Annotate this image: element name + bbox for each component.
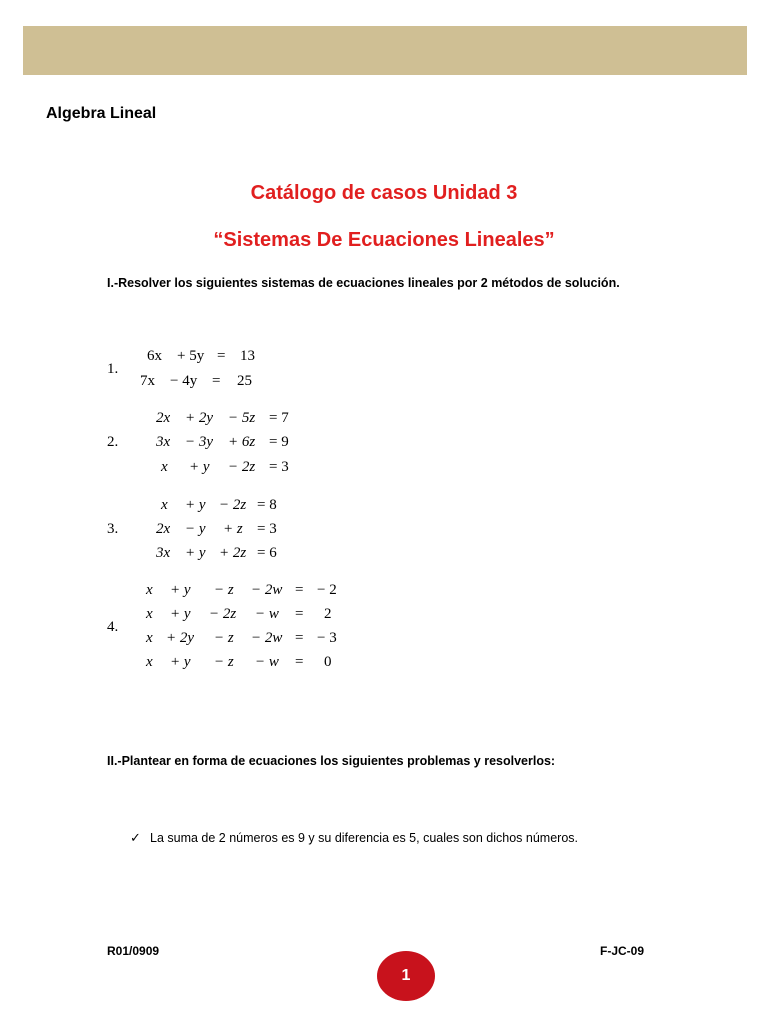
sys2-r3-rhs: = 3 [269,459,289,475]
sys3-r1-a: x [161,497,168,513]
sys4-r1-d: − 2w [251,582,283,598]
sys2-r1-c: − 5z [228,410,256,426]
problem-text: La suma de 2 números es 9 y su diferencia es 5, cuales son dichos números. [150,831,579,845]
sys1-r1-a: 6x [147,348,162,364]
sys2-r2-b: − 3y [185,434,214,450]
sys2-r3-a: x [161,459,168,475]
subject-title: Algebra Lineal [46,105,157,122]
sys4-r3-rhs: − 3 [317,630,337,646]
sys4-r3-a: x [146,630,153,646]
sys4-r3-d: − 2w [251,630,283,646]
sys3-r3-b: + y [185,545,206,561]
sys4-r2-eq: = [295,606,304,622]
system-3-number: 3. [107,521,119,537]
system-1-number: 1. [107,361,119,377]
sys2-r2-c: + 6z [228,434,256,450]
document-subtitle: “Sistemas De Ecuaciones Lineales” [213,229,555,251]
sys4-r2-c: − 2z [209,606,237,622]
system-2-number: 2. [107,434,119,450]
sys2-r3-b: + y [189,459,210,475]
sys4-r3-b: + 2y [166,630,195,646]
sys4-r4-d: − w [255,654,279,670]
sys3-r2-rhs: = 3 [257,521,277,537]
sys2-r1-a: 2x [156,410,171,426]
sys1-r1-eq: = [217,348,226,364]
sys3-r3-a: 3x [156,545,171,561]
sys4-r4-c: − z [214,654,234,670]
sys4-r4-b: + y [170,654,191,670]
sys1-r1-b: + 5y [177,348,205,364]
section-2-instruction: II.-Plantear en forma de ecuaciones los siguientes problemas y resolverlos: [107,754,556,768]
sys2-r1-b: + 2y [185,410,214,426]
sys4-r4-eq: = [295,654,304,670]
sys4-r2-a: x [146,606,153,622]
sys3-r1-b: + y [185,497,206,513]
sys3-r1-c: − 2z [219,497,247,513]
footer-revision: R01/0909 [107,944,160,958]
sys4-r1-eq: = [295,582,304,598]
sys4-r3-eq: = [295,630,304,646]
sys2-r2-rhs: = 9 [269,434,289,450]
sys4-r4-rhs: 0 [324,654,332,670]
sys1-r1-rhs: 13 [240,348,255,364]
sys4-r1-rhs: − 2 [317,582,337,598]
sys1-r2-a: 7x [140,373,155,389]
section-1-instruction: I.-Resolver los siguientes sistemas de ecuaciones lineales por 2 métodos de solución. [107,276,620,290]
sys4-r1-a: x [146,582,153,598]
sys4-r2-rhs: 2 [324,606,332,622]
sys3-r1-rhs: = 8 [257,497,277,513]
sys3-r3-c: + 2z [219,545,247,561]
document-title: Catálogo de casos Unidad 3 [250,182,518,204]
sys4-r3-c: − z [214,630,234,646]
sys2-r2-a: 3x [156,434,171,450]
sys3-r2-a: 2x [156,521,171,537]
sys4-r4-a: x [146,654,153,670]
checkmark-icon: ✓ [130,830,141,845]
sys3-r3-rhs: = 6 [257,545,277,561]
sys4-r2-d: − w [255,606,279,622]
sys1-r2-b: − 4y [170,373,198,389]
sys2-r1-rhs: = 7 [269,410,289,426]
sys1-r2-eq: = [212,373,221,389]
sys4-r1-b: + y [170,582,191,598]
system-4-number: 4. [107,619,119,635]
page-number-badge: 1 [377,951,435,1001]
sys4-r2-b: + y [170,606,191,622]
footer-form-code: F-JC-09 [600,944,645,958]
sys3-r2-c: + z [223,521,243,537]
sys4-r1-c: − z [214,582,234,598]
sys3-r2-b: − y [185,521,206,537]
sys2-r3-c: − 2z [228,459,256,475]
problem-item [130,830,578,846]
sys1-r2-rhs: 25 [237,373,252,389]
header-band [23,26,747,75]
